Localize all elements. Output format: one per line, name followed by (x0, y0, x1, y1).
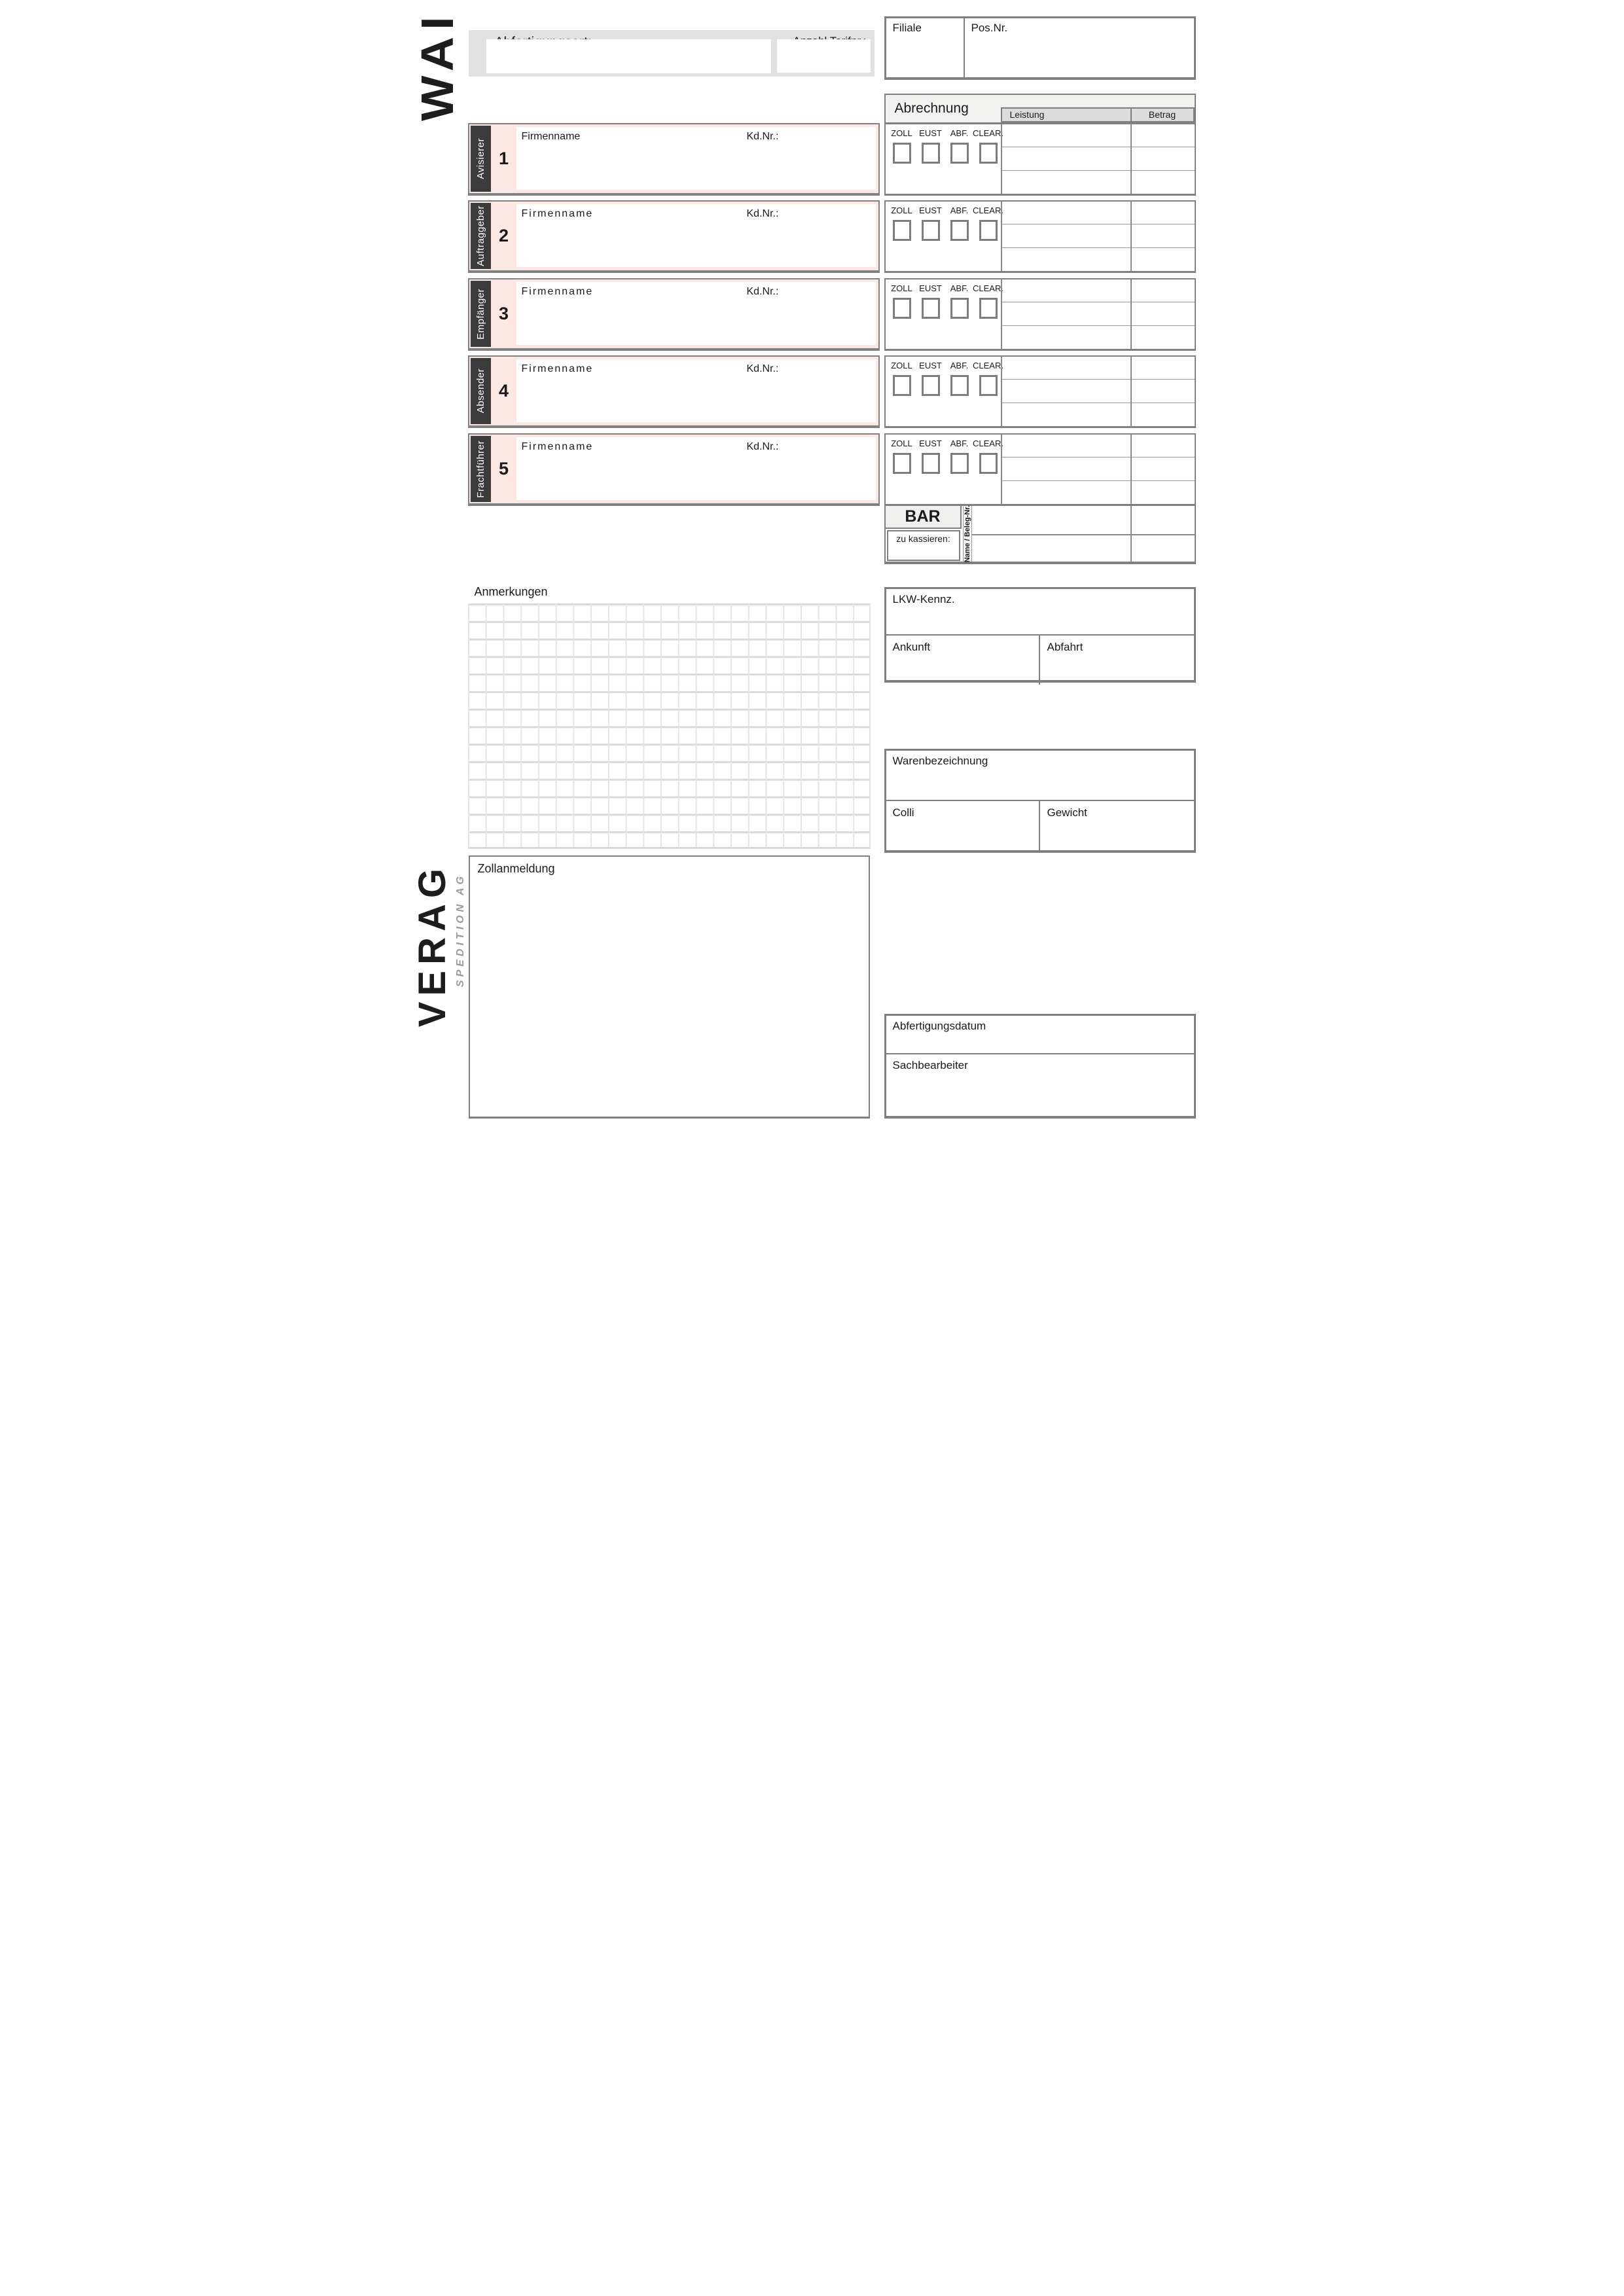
clear-checkbox[interactable] (979, 220, 998, 241)
abrechnung-block-4 (884, 355, 1196, 428)
name-beleg-strip (963, 506, 972, 562)
avisierer-tab-label: Avisierer (475, 138, 486, 179)
leistung-cells (1001, 357, 1132, 426)
name-beleg-cell[interactable] (972, 506, 1130, 534)
filiale-label: Filiale (892, 22, 922, 34)
kdnr-label: Kd.Nr.: (746, 131, 779, 142)
zoll-option (888, 283, 916, 319)
filiale-posnr-box (884, 16, 1196, 80)
zoll-checkbox[interactable] (893, 220, 911, 241)
bar-betrag-divider (1130, 506, 1132, 562)
kdnr-label: Kd.Nr.: (746, 208, 779, 219)
checkbox-group (888, 206, 1003, 241)
empfaenger-tab (471, 281, 491, 347)
abf-option (945, 128, 974, 164)
clear-label: CLEAR. (973, 206, 1003, 215)
zu-kassieren-field[interactable] (887, 530, 960, 561)
verag-spedition-ag-label: SPEDITION AG (454, 873, 466, 988)
row-number: 2 (498, 226, 509, 245)
row-number: 3 (498, 304, 509, 323)
leistung-cell[interactable] (1002, 202, 1132, 224)
leistung-column-header: Leistung (1001, 107, 1132, 122)
frachtfuehrer-tab (471, 436, 491, 502)
zoll-label: ZOLL (891, 361, 912, 370)
betrag-cells (1130, 202, 1195, 271)
zoll-checkbox[interactable] (893, 298, 911, 319)
leistung-cell[interactable] (1002, 326, 1132, 349)
eust-label: EUST (919, 283, 942, 293)
betrag-cells (1130, 435, 1195, 504)
zoll-label: ZOLL (891, 439, 912, 448)
betrag-cell[interactable] (1132, 357, 1195, 380)
eust-label: EUST (919, 439, 942, 448)
abfertigungsart-input[interactable] (486, 39, 771, 73)
zoll-option (888, 128, 916, 164)
betrag-cell[interactable] (1132, 279, 1195, 302)
checkbox-group (888, 361, 1003, 396)
zu-kassieren-label: zu kassieren: (896, 533, 950, 544)
eust-checkbox[interactable] (922, 453, 940, 474)
clear-checkbox[interactable] (979, 453, 998, 474)
eust-option (916, 128, 945, 164)
abfertigungsdatum-label: Abfertigungsdatum (892, 1020, 986, 1032)
leistung-cell[interactable] (1002, 279, 1132, 302)
anmerkungen-label: Anmerkungen (474, 585, 548, 598)
abf-option (945, 361, 974, 396)
clear-label: CLEAR. (973, 283, 1003, 293)
firmenname-label: Firmenname (521, 441, 594, 452)
row-number: 5 (498, 459, 509, 478)
lkw-kennz-field[interactable] (886, 589, 1194, 634)
clear-option (974, 283, 1003, 319)
checkbox-group (888, 439, 1003, 474)
abrechnung-block-3 (884, 278, 1196, 351)
bar-section (884, 505, 1196, 564)
firmenname-label: Firmenname (521, 286, 594, 297)
bar-title: BAR (886, 506, 962, 529)
sachbearbeiter-label: Sachbearbeiter (892, 1059, 968, 1071)
betrag-cell[interactable] (1132, 248, 1195, 271)
zoll-label: ZOLL (891, 283, 912, 293)
verag-logo: VERAG (410, 863, 454, 1028)
leistung-cells (1001, 124, 1132, 194)
betrag-cell[interactable] (1132, 302, 1195, 325)
clear-option (974, 128, 1003, 164)
name-beleg-label: Name / Beleg-Nr. (963, 505, 971, 563)
betrag-column-header: Betrag (1130, 107, 1195, 122)
checkbox-group (888, 283, 1003, 319)
abf-checkbox[interactable] (950, 220, 969, 241)
abf-label: ABF. (950, 206, 969, 215)
empfaenger-tab-label: Empfänger (475, 288, 486, 340)
leistung-cell[interactable] (1002, 124, 1132, 147)
clear-option (974, 361, 1003, 396)
row-number: 4 (498, 381, 509, 401)
abf-option (945, 283, 974, 319)
warenbezeichnung-field[interactable] (886, 751, 1194, 800)
eust-option (916, 361, 945, 396)
party-row-avisierer (468, 123, 880, 196)
betrag-cell[interactable] (1132, 457, 1195, 480)
zoll-checkbox[interactable] (893, 453, 911, 474)
leistung-cell[interactable] (1002, 435, 1132, 457)
betrag-cell[interactable] (1132, 224, 1195, 247)
auftraggeber-tab-label: Auftraggeber (475, 206, 486, 266)
betrag-cell[interactable] (1132, 124, 1195, 147)
party-row-frachtfuehrer (468, 433, 880, 506)
clear-checkbox[interactable] (979, 375, 998, 396)
leistung-cells (1001, 279, 1132, 349)
eust-label: EUST (919, 206, 942, 215)
clear-label: CLEAR. (973, 361, 1003, 370)
eust-option (916, 439, 945, 474)
abf-label: ABF. (950, 283, 969, 293)
abrechnung-block-1 (884, 123, 1196, 196)
posnr-field[interactable] (965, 18, 1194, 77)
zoll-option (888, 206, 916, 241)
zollanmeldung-label: Zollanmeldung (477, 862, 555, 875)
eust-label: EUST (919, 128, 942, 138)
absender-tab-label: Absender (475, 368, 486, 414)
lkw-kennz-label: LKW-Kennz. (892, 593, 955, 605)
kdnr-label: Kd.Nr.: (746, 363, 779, 374)
bar-betrag-cell[interactable] (1132, 535, 1195, 562)
betrag-cells (1130, 357, 1195, 426)
abfertigungsart-panel (469, 30, 875, 77)
abrechnung-block-5 (884, 433, 1196, 506)
wai-logo: WAI (411, 9, 463, 121)
clear-option (974, 439, 1003, 474)
eust-checkbox[interactable] (922, 375, 940, 396)
firmenname-label: Firmenname (521, 208, 594, 219)
abf-option (945, 439, 974, 474)
abf-option (945, 206, 974, 241)
betrag-cell[interactable] (1132, 171, 1195, 194)
eust-checkbox[interactable] (922, 143, 940, 164)
colli-label: Colli (892, 806, 914, 819)
bar-betrag-cell[interactable] (1132, 506, 1195, 534)
firmenname-label: Firmenname (521, 131, 581, 142)
abf-label: ABF. (950, 439, 969, 448)
abf-label: ABF. (950, 361, 969, 370)
eust-label: EUST (919, 361, 942, 370)
betrag-cell[interactable] (1132, 380, 1195, 403)
betrag-cells (1130, 124, 1195, 194)
leistung-cells (1001, 435, 1132, 504)
absender-tab (471, 358, 491, 424)
abfertigungsdatum-field[interactable] (886, 1016, 1194, 1053)
betrag-cell[interactable] (1132, 403, 1195, 426)
abf-label: ABF. (950, 128, 969, 138)
leistung-cell[interactable] (1002, 403, 1132, 426)
party-row-empfaenger (468, 278, 880, 351)
name-beleg-cell[interactable] (972, 535, 1130, 562)
clear-option (974, 206, 1003, 241)
lkw-box (884, 587, 1196, 683)
leistung-cell[interactable] (1002, 457, 1132, 480)
clear-checkbox[interactable] (979, 143, 998, 164)
leistung-cell[interactable] (1002, 302, 1132, 325)
waren-box (884, 749, 1196, 853)
abrechnung-block-2 (884, 200, 1196, 273)
row-number: 1 (498, 149, 509, 168)
leistung-cell[interactable] (1002, 481, 1132, 504)
abf-checkbox[interactable] (950, 143, 969, 164)
eust-option (916, 283, 945, 319)
betrag-cell[interactable] (1132, 147, 1195, 170)
checkbox-group (888, 128, 1003, 164)
posnr-label: Pos.Nr. (971, 22, 1008, 34)
eust-checkbox[interactable] (922, 220, 940, 241)
form-page (406, 0, 1218, 1148)
abf-checkbox[interactable] (950, 453, 969, 474)
leistung-cell[interactable] (1002, 147, 1132, 170)
party-row-absender (468, 355, 880, 428)
gewicht-label: Gewicht (1047, 806, 1087, 819)
abfahrt-field[interactable] (1040, 636, 1194, 680)
zoll-option (888, 439, 916, 474)
clear-label: CLEAR. (973, 128, 1003, 138)
clear-label: CLEAR. (973, 439, 1003, 448)
zoll-label: ZOLL (891, 128, 912, 138)
leistung-cell[interactable] (1002, 380, 1132, 403)
anmerkungen-grid[interactable] (468, 603, 871, 849)
clear-checkbox[interactable] (979, 298, 998, 319)
betrag-cell[interactable] (1132, 202, 1195, 224)
warenbezeichnung-label: Warenbezeichnung (892, 755, 988, 767)
leistung-cell[interactable] (1002, 248, 1132, 271)
zoll-label: ZOLL (891, 206, 912, 215)
ankunft-label: Ankunft (892, 641, 931, 653)
party-row-auftraggeber (468, 200, 880, 273)
ankunft-field[interactable] (886, 636, 1039, 680)
leistung-cell[interactable] (1002, 171, 1132, 194)
betrag-cells (1130, 279, 1195, 349)
betrag-cell[interactable] (1132, 435, 1195, 457)
zollanmeldung-box[interactable] (469, 855, 870, 1119)
abrechnung-title: Abrechnung (894, 101, 969, 116)
abfahrt-label: Abfahrt (1047, 641, 1083, 653)
colli-field[interactable] (886, 801, 1039, 850)
eust-checkbox[interactable] (922, 298, 940, 319)
sachbearbeiter-field[interactable] (886, 1054, 1194, 1116)
zoll-checkbox[interactable] (893, 143, 911, 164)
abf-checkbox[interactable] (950, 298, 969, 319)
filiale-field[interactable] (886, 18, 964, 77)
gewicht-field[interactable] (1040, 801, 1194, 850)
betrag-cell[interactable] (1132, 326, 1195, 349)
kdnr-label: Kd.Nr.: (746, 441, 779, 452)
abfertigung-box (884, 1014, 1196, 1119)
leistung-cells (1001, 202, 1132, 271)
zoll-option (888, 361, 916, 396)
anzahl-tarifnr-input[interactable] (777, 39, 871, 73)
leistung-cell[interactable] (1002, 224, 1132, 247)
auftraggeber-tab (471, 203, 491, 269)
zoll-checkbox[interactable] (893, 375, 911, 396)
avisierer-tab (471, 126, 491, 192)
frachtfuehrer-tab-label: Frachtführer (475, 440, 486, 498)
leistung-cell[interactable] (1002, 357, 1132, 380)
eust-option (916, 206, 945, 241)
abf-checkbox[interactable] (950, 375, 969, 396)
abrechnung-header (884, 94, 1196, 124)
kdnr-label: Kd.Nr.: (746, 286, 779, 297)
betrag-cell[interactable] (1132, 481, 1195, 504)
firmenname-label: Firmenname (521, 363, 594, 374)
bar-row-divider (972, 534, 1195, 535)
